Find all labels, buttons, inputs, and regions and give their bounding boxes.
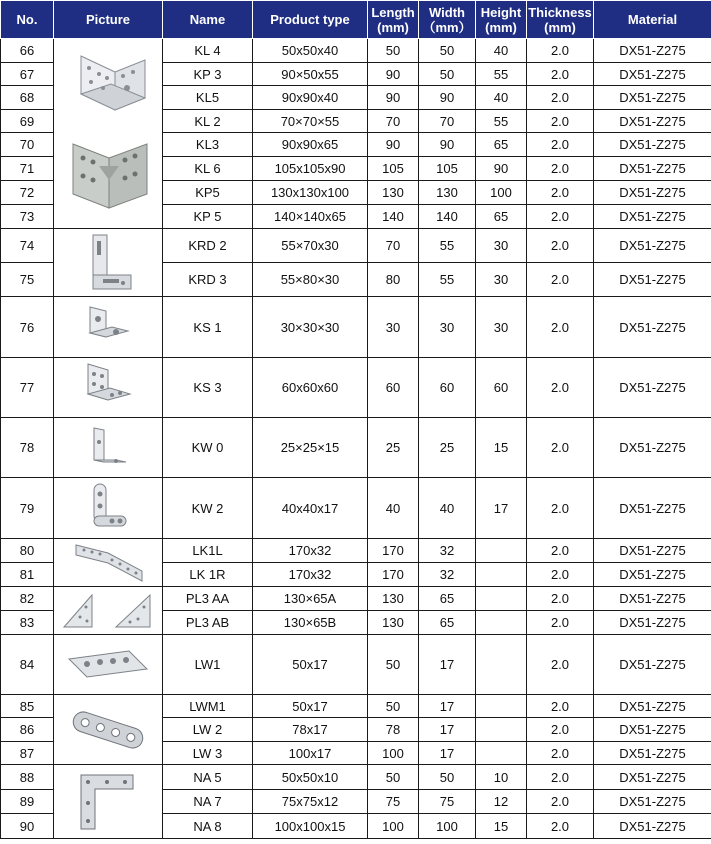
cell-product-type: 30×30×30 [253,297,368,358]
cell-length: 130 [368,181,419,205]
cell-height [476,539,527,563]
cell-width: 50 [419,765,476,790]
angle-bracket-ks1-image [78,301,138,353]
cell-length: 25 [368,418,419,478]
cell-width: 65 [419,611,476,635]
cell-no: 67 [1,63,54,86]
cell-no: 79 [1,478,54,539]
cell-material: DX51-Z275 [594,133,711,157]
picture-cell [54,765,163,839]
cell-no: 76 [1,297,54,358]
cell-material: DX51-Z275 [594,478,711,539]
cell-width: 40 [419,478,476,539]
cell-product-type: 100x17 [253,742,368,765]
cell-product-type: 55×80×30 [253,263,368,297]
cell-height: 100 [476,181,527,205]
cell-no: 68 [1,86,54,110]
cell-product-type: 78x17 [253,718,368,742]
cell-material: DX51-Z275 [594,86,711,110]
cell-thickness: 2.0 [527,478,594,539]
cell-product-type: 25×25×15 [253,418,368,478]
table-row [1,418,711,478]
cell-no: 72 [1,181,54,205]
header-length [368,1,419,39]
cell-no: 88 [1,765,54,790]
cell-width: 55 [419,229,476,263]
cell-material: DX51-Z275 [594,181,711,205]
cell-name: KP5 [163,181,253,205]
cell-material: DX51-Z275 [594,718,711,742]
cell-length: 105 [368,157,419,181]
cell-thickness: 2.0 [527,563,594,587]
cell-no: 84 [1,635,54,695]
cell-height: 15 [476,814,527,839]
cell-name: LW 3 [163,742,253,765]
picture-cell [54,418,163,478]
header-thickness-label: Thickness [528,4,592,20]
cell-length: 60 [368,358,419,418]
cell-name: KL3 [163,133,253,157]
cell-product-type: 105x105x90 [253,157,368,181]
cell-length: 70 [368,110,419,133]
header-height [476,1,527,39]
cell-height: 65 [476,205,527,229]
cell-material: DX51-Z275 [594,63,711,86]
cell-height: 60 [476,358,527,418]
picture-cell [54,635,163,695]
cell-no: 77 [1,358,54,418]
cell-no: 86 [1,718,54,742]
cell-thickness: 2.0 [527,157,594,181]
picture-cell [54,695,163,765]
cell-no: 69 [1,110,54,133]
cell-height: 30 [476,229,527,263]
cell-width: 50 [419,63,476,86]
table-row [1,39,711,63]
cell-thickness: 2.0 [527,814,594,839]
angle-bracket-kw0-image [78,422,138,474]
cell-name: KRD 3 [163,263,253,297]
picture-cell [54,297,163,358]
cell-name: LK 1R [163,563,253,587]
header-picture: Picture [54,1,163,39]
cell-length: 80 [368,263,419,297]
cell-no: 89 [1,790,54,814]
cell-thickness: 2.0 [527,635,594,695]
cell-width: 55 [419,263,476,297]
cell-height [476,611,527,635]
cell-width: 90 [419,133,476,157]
cell-thickness: 2.0 [527,790,594,814]
cell-material: DX51-Z275 [594,790,711,814]
cell-thickness: 2.0 [527,695,594,718]
cell-length: 50 [368,635,419,695]
cell-thickness: 2.0 [527,263,594,297]
cell-material: DX51-Z275 [594,205,711,229]
cell-material: DX51-Z275 [594,814,711,839]
cell-width: 60 [419,358,476,418]
cell-name: LW1 [163,635,253,695]
cell-width: 17 [419,718,476,742]
cell-thickness: 2.0 [527,718,594,742]
header-material: Material [594,1,711,39]
header-width-label: Width [429,4,465,20]
cell-height: 65 [476,133,527,157]
cell-width: 75 [419,790,476,814]
table-body [1,39,711,839]
corner-bracket-krd-image [73,231,143,295]
cell-product-type: 170x32 [253,539,368,563]
cell-name: KL 2 [163,110,253,133]
header-thickness-unit: (mm) [544,19,576,35]
cell-width: 130 [419,181,476,205]
angle-bracket-kw2-image [78,480,138,536]
cell-name: KL 4 [163,39,253,63]
cell-width: 70 [419,110,476,133]
header-length-unit: (mm) [377,19,409,35]
cell-length: 100 [368,742,419,765]
cell-name: KS 1 [163,297,253,358]
header-thickness [527,1,594,39]
cell-thickness: 2.0 [527,110,594,133]
cell-length: 70 [368,229,419,263]
cell-product-type: 100x100x15 [253,814,368,839]
cell-product-type: 55×70x30 [253,229,368,263]
table-row [1,587,711,611]
cell-product-type: 130×65B [253,611,368,635]
header-no: No. [1,1,54,39]
cell-product-type: 130x130x100 [253,181,368,205]
header-height-label: Height [480,4,522,20]
angle-bracket-ks3-image [78,360,138,416]
cell-product-type: 140×140x65 [253,205,368,229]
cell-material: DX51-Z275 [594,765,711,790]
cell-width: 32 [419,539,476,563]
cell-length: 90 [368,133,419,157]
cell-no: 81 [1,563,54,587]
picture-cell [54,39,163,229]
table-row [1,297,711,358]
cell-length: 40 [368,478,419,539]
cell-height [476,563,527,587]
cell-name: LK1L [163,539,253,563]
table-row [1,358,711,418]
angle-bracket-reinforced-image [63,48,153,220]
cell-material: DX51-Z275 [594,39,711,63]
cell-thickness: 2.0 [527,86,594,110]
cell-width: 90 [419,86,476,110]
cell-thickness: 2.0 [527,742,594,765]
cell-height [476,635,527,695]
header-width [419,1,476,39]
cell-name: PL3 AA [163,587,253,611]
cell-width: 50 [419,39,476,63]
cell-thickness: 2.0 [527,133,594,157]
triangle-plates-image [58,589,158,633]
cell-material: DX51-Z275 [594,297,711,358]
cell-material: DX51-Z275 [594,157,711,181]
cell-name: KL 6 [163,157,253,181]
cell-length: 75 [368,790,419,814]
cell-thickness: 2.0 [527,539,594,563]
cell-height: 55 [476,63,527,86]
cell-thickness: 2.0 [527,39,594,63]
cell-length: 170 [368,563,419,587]
cell-length: 90 [368,86,419,110]
cell-height [476,742,527,765]
cell-height: 55 [476,110,527,133]
cell-name: NA 7 [163,790,253,814]
cell-material: DX51-Z275 [594,418,711,478]
cell-length: 100 [368,814,419,839]
cell-material: DX51-Z275 [594,229,711,263]
table-row [1,478,711,539]
header-height-unit: (mm) [485,19,517,35]
cell-product-type: 60x60x60 [253,358,368,418]
cell-no: 73 [1,205,54,229]
cell-no: 66 [1,39,54,63]
cell-no: 71 [1,157,54,181]
cell-name: KW 2 [163,478,253,539]
header-length-label: Length [371,4,415,20]
cell-height: 10 [476,765,527,790]
cell-height [476,587,527,611]
table-row [1,229,711,263]
table-row [1,635,711,695]
cell-product-type: 50x17 [253,695,368,718]
perforated-strip-lk-image [68,541,148,585]
header-row [1,1,711,39]
cell-name: KRD 2 [163,229,253,263]
cell-name: KW 0 [163,418,253,478]
cell-width: 30 [419,297,476,358]
cell-no: 75 [1,263,54,297]
cell-height: 40 [476,86,527,110]
rounded-plate-4-holes-image [66,704,150,756]
cell-height: 90 [476,157,527,181]
cell-thickness: 2.0 [527,587,594,611]
cell-height: 30 [476,297,527,358]
cell-material: DX51-Z275 [594,539,711,563]
cell-thickness: 2.0 [527,297,594,358]
cell-height: 15 [476,418,527,478]
picture-cell [54,358,163,418]
cell-material: DX51-Z275 [594,611,711,635]
cell-material: DX51-Z275 [594,587,711,611]
cell-length: 50 [368,39,419,63]
cell-thickness: 2.0 [527,229,594,263]
cell-no: 80 [1,539,54,563]
cell-length: 50 [368,765,419,790]
cell-height [476,718,527,742]
cell-no: 82 [1,587,54,611]
cell-no: 83 [1,611,54,635]
cell-thickness: 2.0 [527,611,594,635]
cell-name: KL5 [163,86,253,110]
cell-thickness: 2.0 [527,358,594,418]
picture-cell [54,229,163,297]
cell-length: 130 [368,587,419,611]
cell-length: 130 [368,611,419,635]
flat-plate-4-holes-image [65,645,151,685]
cell-length: 170 [368,539,419,563]
cell-product-type: 170x32 [253,563,368,587]
cell-product-type: 90×50x55 [253,63,368,86]
cell-material: DX51-Z275 [594,742,711,765]
cell-product-type: 50x17 [253,635,368,695]
cell-product-type: 90x90x40 [253,86,368,110]
table-row [1,539,711,563]
picture-cell [54,587,163,635]
cell-thickness: 2.0 [527,63,594,86]
cell-no: 78 [1,418,54,478]
cell-material: DX51-Z275 [594,358,711,418]
cell-material: DX51-Z275 [594,635,711,695]
cell-name: KP 5 [163,205,253,229]
cell-product-type: 90x90x65 [253,133,368,157]
cell-height [476,695,527,718]
cell-product-type: 40x40x17 [253,478,368,539]
cell-material: DX51-Z275 [594,563,711,587]
l-plate-na-image [73,767,143,837]
cell-height: 30 [476,263,527,297]
cell-thickness: 2.0 [527,205,594,229]
cell-thickness: 2.0 [527,418,594,478]
cell-no: 70 [1,133,54,157]
cell-material: DX51-Z275 [594,263,711,297]
cell-name: NA 5 [163,765,253,790]
cell-length: 140 [368,205,419,229]
header-name: Name [163,1,253,39]
cell-height: 17 [476,478,527,539]
cell-width: 100 [419,814,476,839]
cell-thickness: 2.0 [527,181,594,205]
cell-product-type: 75x75x12 [253,790,368,814]
cell-width: 17 [419,635,476,695]
cell-width: 17 [419,742,476,765]
cell-thickness: 2.0 [527,765,594,790]
cell-width: 25 [419,418,476,478]
cell-width: 32 [419,563,476,587]
cell-no: 90 [1,814,54,839]
header-width-unit: （mm） [422,19,472,35]
cell-no: 87 [1,742,54,765]
cell-length: 90 [368,63,419,86]
cell-material: DX51-Z275 [594,110,711,133]
cell-product-type: 70×70×55 [253,110,368,133]
cell-no: 74 [1,229,54,263]
table-row [1,765,711,790]
cell-length: 30 [368,297,419,358]
cell-no: 85 [1,695,54,718]
cell-height: 40 [476,39,527,63]
cell-name: KP 3 [163,63,253,86]
cell-width: 17 [419,695,476,718]
table-row [1,695,711,718]
picture-cell [54,478,163,539]
cell-height: 12 [476,790,527,814]
cell-width: 65 [419,587,476,611]
cell-material: DX51-Z275 [594,695,711,718]
cell-name: KS 3 [163,358,253,418]
cell-width: 140 [419,205,476,229]
cell-product-type: 50x50x40 [253,39,368,63]
cell-length: 50 [368,695,419,718]
cell-name: LWM1 [163,695,253,718]
cell-name: LW 2 [163,718,253,742]
cell-name: NA 8 [163,814,253,839]
cell-length: 78 [368,718,419,742]
cell-product-type: 130×65A [253,587,368,611]
cell-width: 105 [419,157,476,181]
picture-cell [54,539,163,587]
header-product-type: Product type [253,1,368,39]
cell-product-type: 50x50x10 [253,765,368,790]
cell-name: PL3 AB [163,611,253,635]
